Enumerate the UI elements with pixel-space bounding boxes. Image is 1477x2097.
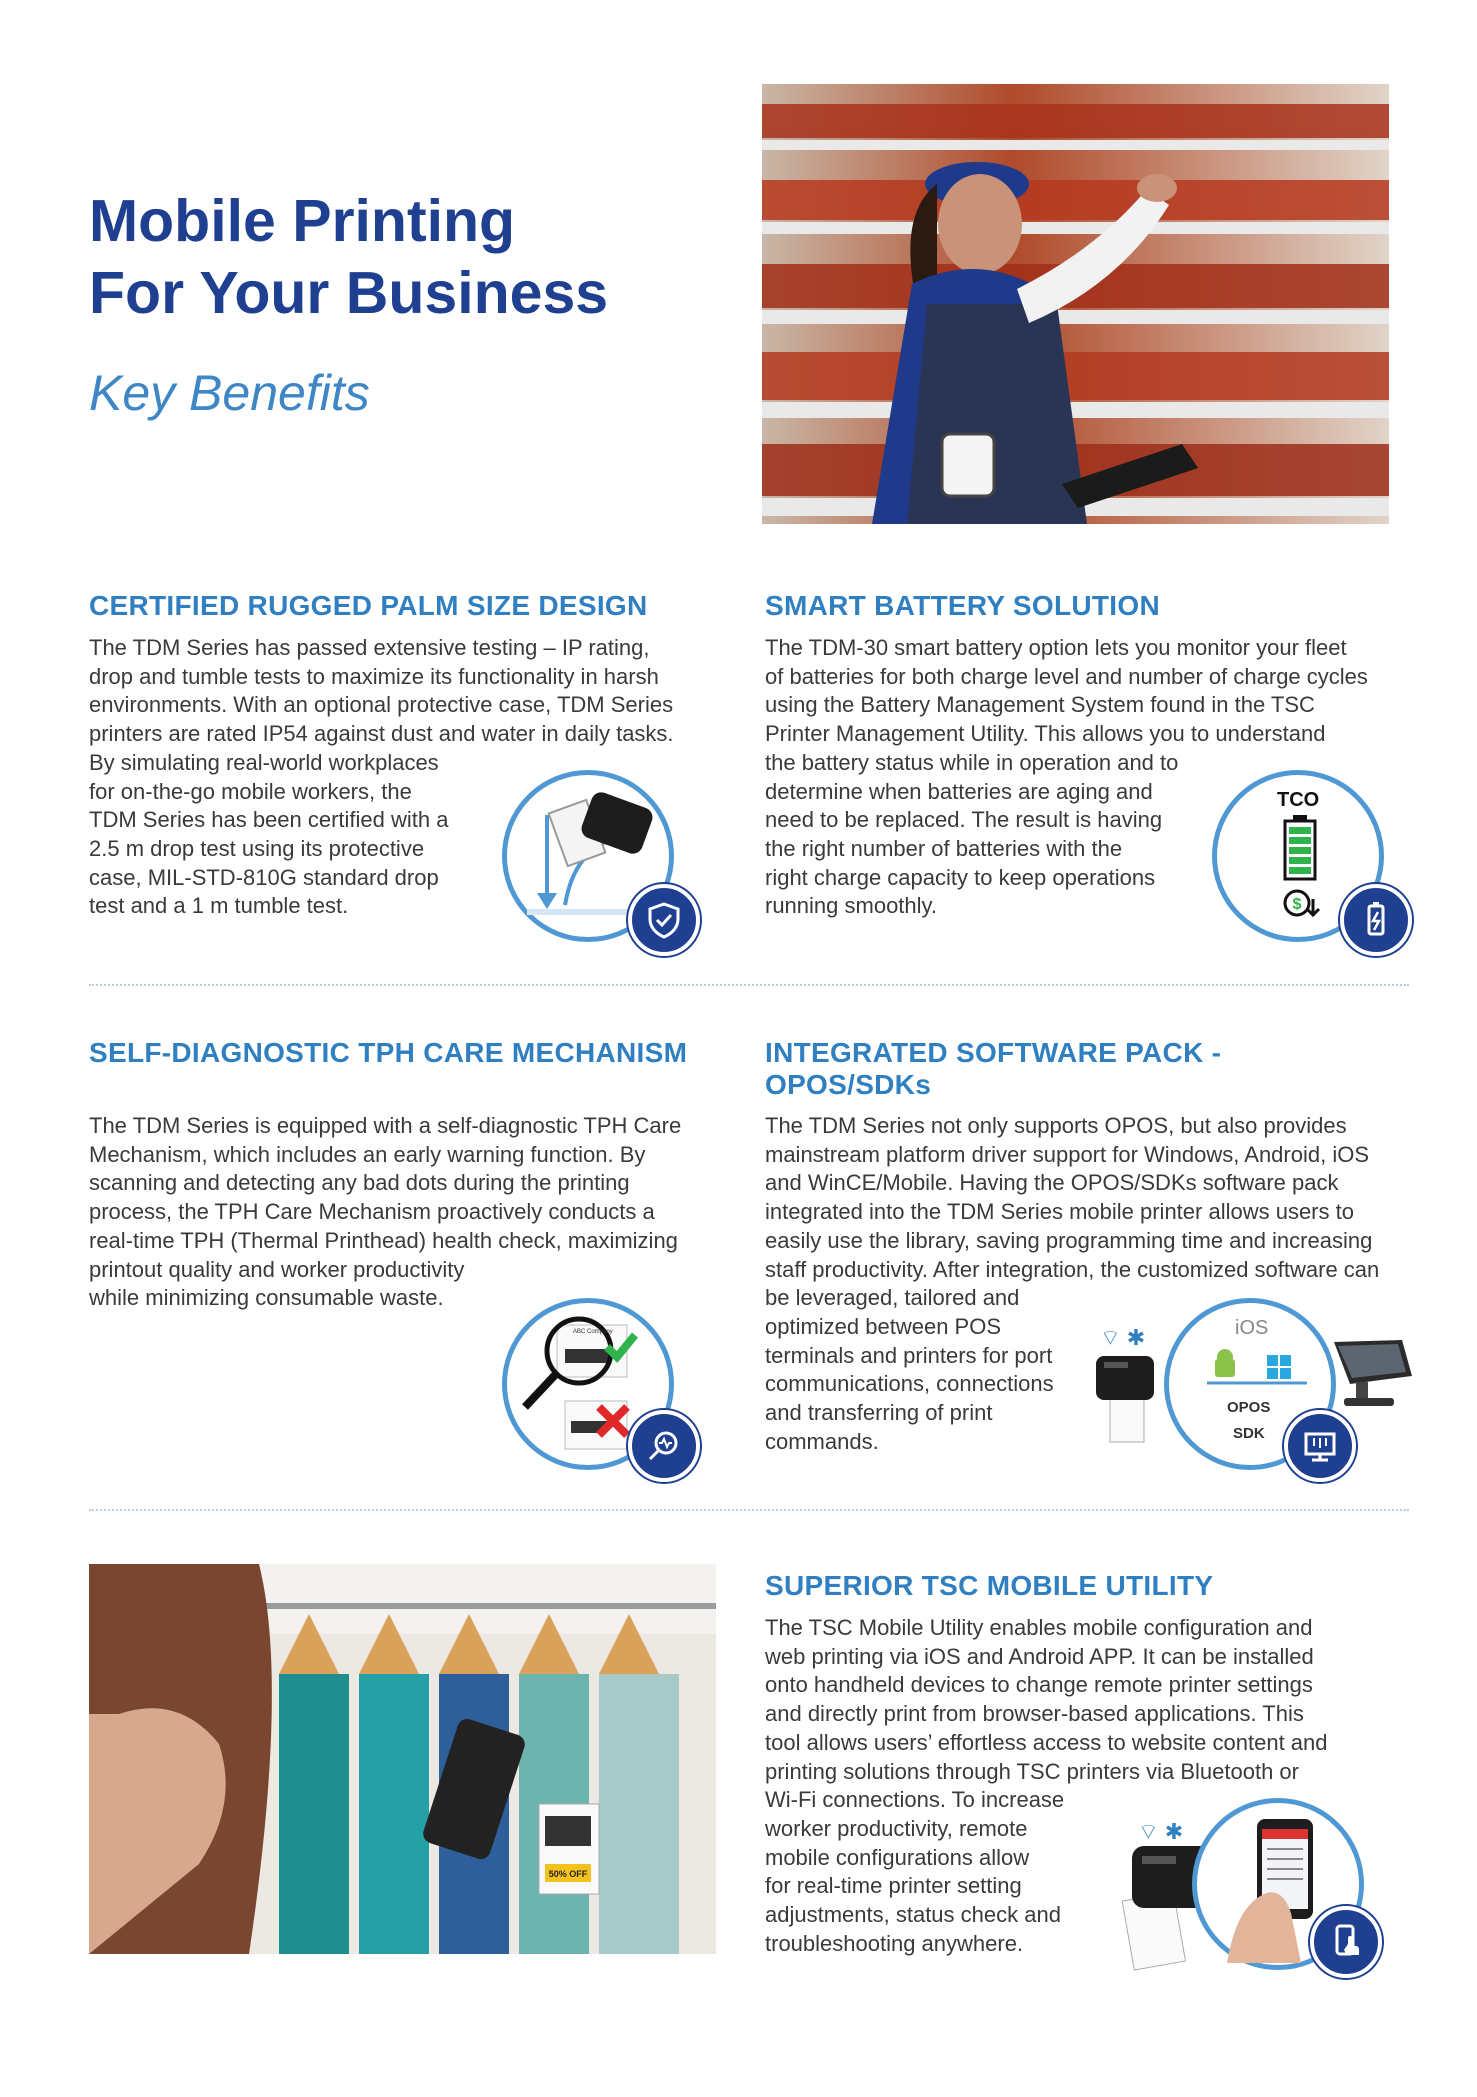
rugged-body-line: TDM Series has been certified with a [89,807,449,833]
software-heading-line-2: OPOS/SDKs [765,1069,932,1100]
section-divider [89,984,1409,986]
tag-text: 50% OFF [548,1869,588,1879]
section-divider [89,1509,1409,1511]
software-heading [765,1037,1405,1101]
page-subtitle: Key Benefits [89,365,370,421]
battery-charge-icon [1340,884,1412,956]
diagnostic-heading: SELF-DIAGNOSTIC TPH CARE MECHANISM [89,1037,688,1068]
diagnostic-body-line: real-time TPH (Thermal Printhead) health check, maximizing [89,1227,678,1253]
hero-photo-shelf-worker [762,84,1389,524]
rugged-body-line: By simulating real-world workplaces [89,749,439,775]
label-company-text: ABC Company [573,1329,613,1335]
rugged-body-line: drop and tumble tests to maximize its functionality in harsh [89,663,659,689]
rugged-body-line: for on-the-go mobile workers, the [89,778,412,804]
wifi-bluetooth-icon: ⌔ ✱ [1138,1819,1184,1844]
software-body-line: be leveraged, tailored and [765,1285,1020,1311]
battery-heading: SMART BATTERY SOLUTION [765,590,1160,621]
battery-body-line: The TDM-30 smart battery option lets you monitor your fleet [765,635,1347,660]
software-body-line: The TDM Series not only supports OPOS, but also provides [765,1113,1347,1138]
rugged-body-line: environments. With an optional protective case, TDM Series [89,692,674,718]
utility-body-line: troubleshooting anywhere. [765,1930,1024,1956]
software-body-line: integrated into the TDM Series mobile printer allows users to [765,1199,1354,1225]
battery-body-line: right charge capacity to keep operations [765,864,1156,890]
utility-body-line: onto handheld devices to change remote printer settings [765,1672,1313,1698]
software-body-line: terminals and printers for port [765,1342,1053,1368]
software-body-line: and WinCE/Mobile. Having the OPOS/SDKs software pack [765,1170,1339,1196]
android-icon [1215,1349,1235,1377]
battery-body-line: the battery status while in operation and to [765,749,1179,775]
utility-body-line: The TSC Mobile Utility enables mobile configuration and [765,1615,1313,1640]
tco-label: TCO [1277,789,1320,811]
software-heading-line-1: INTEGRATED SOFTWARE PACK - [765,1037,1222,1068]
utility-body-line: adjustments, status check and [765,1902,1061,1928]
mobile-printer-illustration [1090,1350,1160,1450]
utility-body-line: mobile configurations allow [765,1844,1030,1870]
windows-icon [1267,1355,1291,1379]
diagnostic-body-line: while minimizing consumable waste. [89,1285,444,1311]
sdk-label: SDK [1233,1425,1265,1442]
utility-heading: SUPERIOR TSC MOBILE UTILITY [765,1570,1214,1601]
utility-body-line: web printing via iOS and Android APP. It can be installed [765,1643,1314,1669]
utility-body-line: for real-time printer setting [765,1873,1022,1899]
rugged-body-line: case, MIL-STD-810G standard drop [89,864,439,890]
pos-terminal-illustration [1326,1336,1416,1416]
diagnostic-body-line: The TDM Series is equipped with a self-diagnostic TPH Care [89,1113,682,1138]
utility-body-line: and directly print from browser-based applications. This [765,1701,1304,1727]
diagnostic-body-line: printout quality and worker productivity [89,1256,465,1282]
software-pack-icon [1284,1410,1356,1482]
shield-check-icon [628,884,700,956]
rugged-body-line: test and a 1 m tumble test. [89,893,349,919]
software-body-line: easily use the library, saving programming time and increasing [765,1227,1373,1253]
wifi-bluetooth-icon: ⌔ ✱ [1100,1325,1146,1350]
rugged-body-line: printers are rated IP54 against dust and water in daily tasks. [89,721,674,747]
diagnostic-body-line: Mechanism, which includes an early warning function. By [89,1141,646,1167]
rugged-body-line: 2.5 m drop test using its protective [89,835,425,861]
svg-text:$: $ [1292,896,1302,913]
title-line-1: Mobile Printing [89,188,516,254]
utility-body-line: worker productivity, remote [765,1815,1028,1841]
tap-phone-icon [1310,1906,1382,1978]
software-body-line: optimized between POS [765,1313,1002,1339]
software-body-line: staff productivity. After integration, the customized software can [765,1256,1380,1282]
opos-label: OPOS [1227,1399,1271,1416]
utility-body-line: printing solutions through TSC printers via Bluetooth or [765,1758,1299,1784]
software-body-line: and transferring of print [765,1400,993,1426]
software-body-line: mainstream platform driver support for Windows, Android, iOS [765,1141,1370,1167]
battery-body-line: Printer Management Utility. This allows you to understand [765,721,1326,747]
battery-body-line: the right number of batteries with the [765,835,1123,861]
software-body-line: communications, connections [765,1371,1054,1397]
diagnostic-body-line: scanning and detecting any bad dots during the printing [89,1170,630,1196]
battery-body-line: determine when batteries are aging and [765,778,1153,804]
diagnostic-body-line: process, the TPH Care Mechanism proactively conducts a [89,1199,655,1225]
diagnostic-body [89,1112,729,1313]
ios-label: iOS [1235,1317,1269,1339]
title-line-2: For Your Business [89,260,609,326]
retail-shopper-photo [89,1564,716,1954]
rugged-heading: CERTIFIED RUGGED PALM SIZE DESIGN [89,590,648,621]
page-title [89,185,709,329]
utility-body-line: tool allows users’ effortless access to website content and [765,1729,1328,1755]
battery-body-line: using the Battery Management System found in the TSC [765,692,1315,718]
utility-body-line: Wi-Fi connections. To increase [765,1787,1065,1813]
health-check-search-icon [628,1410,700,1482]
battery-body-line: need to be replaced. The result is having [765,807,1163,833]
software-body-line: commands. [765,1428,879,1454]
battery-body-line: running smoothly. [765,893,938,919]
rugged-body-line: The TDM Series has passed extensive testing – IP rating, [89,635,650,660]
battery-body-line: of batteries for both charge level and number of charge cycles [765,663,1368,689]
